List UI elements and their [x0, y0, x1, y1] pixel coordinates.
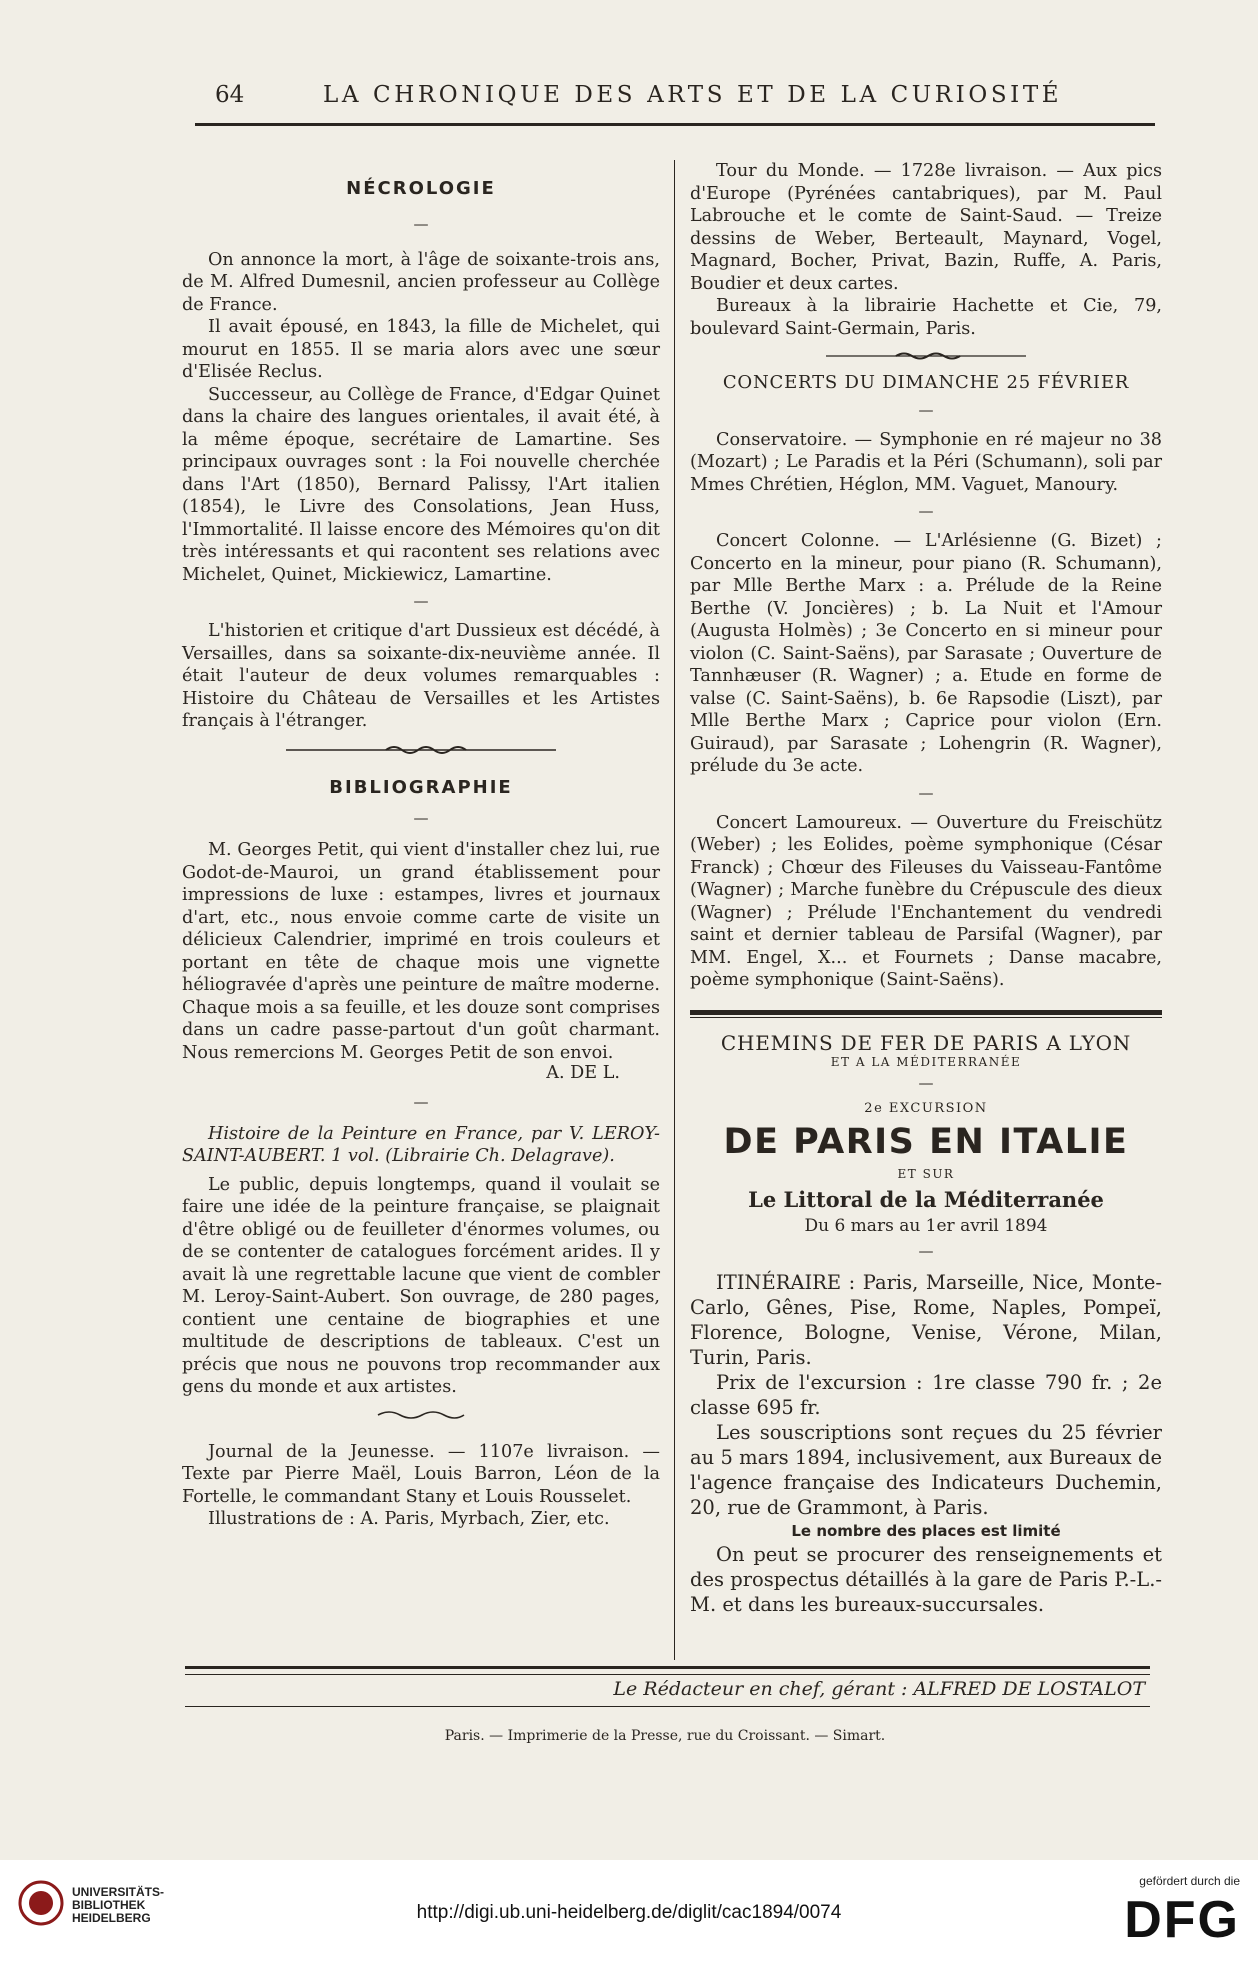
ad-excursion: 2e EXCURSION: [864, 1101, 988, 1116]
ad-info: On peut se procurer des renseignements et des prospectus détaillés à la gare de Paris P.-L.-M. et dans les bureaux-succursales.: [690, 1542, 1162, 1616]
ad-dates: Du 6 mars au 1er avril 1894: [804, 1216, 1048, 1236]
right-column: [690, 160, 1162, 1617]
signature: A. DE L.: [546, 1063, 620, 1083]
separator-dash: —: [918, 1074, 934, 1092]
tour-du-monde-paragraph: Tour du Monde. — 1728e livraison. — Aux pics d'Europe (Pyrénées cantabriques), par M. Paul Labrouche et le comte de Saint-Saud. — Treize dessins de Weber, Berteault, Maynard, Vogel, Magnard, Bocher, Privat, Bazin, Ruffe, A. Paris, Boudier et deux cartes.: [690, 161, 1162, 294]
bottom-rule-thin: [185, 1674, 1150, 1675]
ad-subscriptions: Les souscriptions sont reçues du 25 février au 5 mars 1894, inclusivement, aux Bureaux de l'agence française des Indicateurs Duchemin, 20, rue de Grammont, à Paris.: [690, 1420, 1162, 1519]
funding-note: gefördert durch die: [1139, 1874, 1240, 1888]
concert-conservatoire: Conservatoire. — Symphonie en ré majeur no 38 (Mozart) ; Le Paradis et la Péri (Schumann), soli par Mmes Chrétien, Héglon, MM. Vaguet, Manoury.: [690, 429, 1162, 495]
ad-title: CHEMINS DE FER DE PARIS A LYON: [720, 1030, 1132, 1055]
separator-dash: —: [413, 214, 429, 233]
library-name-line: HEIDELBERG: [72, 1911, 151, 1925]
library-name-line: BIBLIOTHEK: [72, 1898, 146, 1912]
concerts-heading: CONCERTS DU DIMANCHE 25 FÉVRIER: [722, 372, 1130, 393]
ad-limited: Le nombre des places est limité: [791, 1521, 1061, 1540]
left-column: [182, 178, 660, 1531]
separator-dash: —: [918, 400, 934, 419]
ornament-divider: [286, 743, 556, 757]
ad-price: Prix de l'excursion : 1re classe 790 fr. ; 2e classe 695 fr.: [690, 1370, 1162, 1419]
book-review-paragraph: Le public, depuis longtemps, quand il voulait se faire une idée de la peinture française, se plaignait d'être obligé ou de feuilleter d'énormes volumes, ou de se contenter de catalogues forcément arides. Il y avait là une regrettable lacune que vient de combler M. Leroy-Saint-Aubert. Son ouvrage, de 280 pages, contient une centaine de biographies et une multitude de descriptions de tableaux. C'est un précis que nous ne pouvons trop recommander aux gens du monde et aux artistes.: [182, 1174, 660, 1397]
journal-paragraph: Illustrations de : A. Paris, Myrbach, Zier, etc.: [208, 1509, 610, 1529]
journal-paragraph: Journal de la Jeunesse. — 1107e livraison. — Texte par Pierre Maël, Louis Barron, Léon de la Fortelle, le commandant Stany et Louis Rousselet.: [182, 1441, 660, 1507]
dfg-logo: DFG: [1124, 1891, 1240, 1949]
separator-dash: —: [413, 1092, 429, 1111]
redacteur-rule: [185, 1706, 1150, 1707]
necrologie-paragraph: On annonce la mort, à l'âge de soixante-trois ans, de M. Alfred Dumesnil, ancien professeur au Collège de France.: [182, 249, 660, 315]
separator-dash: —: [918, 502, 934, 520]
ad-subtitle: ET A LA MÉDITERRANÉE: [830, 1055, 1022, 1069]
page-number: 64: [215, 82, 245, 108]
necrologie-heading: NÉCROLOGIE: [346, 178, 496, 199]
running-title: LA CHRONIQUE DES ARTS ET DE LA CURIOSITÉ: [323, 82, 1063, 108]
bottom-rule-thick: [185, 1666, 1150, 1669]
imprint-line: Paris. — Imprimerie de la Presse, rue du Croissant. — Simart.: [444, 1728, 886, 1744]
header-rule: [195, 123, 1155, 126]
tour-du-monde-paragraph: Bureaux à la librairie Hachette et Cie, 79, boulevard Saint-Germain, Paris.: [690, 296, 1162, 339]
necrologie-paragraph: Il avait épousé, en 1843, la fille de Michelet, qui mourut en 1855. Il se maria alors avec une sœur d'Elisée Reclus.: [182, 317, 660, 382]
ornament-divider: [826, 350, 1026, 362]
running-header: [205, 82, 1155, 114]
thin-rule: [690, 1017, 1162, 1018]
separator-dash: —: [413, 592, 429, 610]
ad-littoral: Le Littoral de la Méditerranée: [748, 1187, 1104, 1212]
concert-lamoureux: Concert Lamoureux. — Ouverture du Freischütz (Weber) ; les Eolides, poème symphonique (César Franck) ; Chœur des Fileuses du Vaisseau-Fantôme (Wagner) ; Marche funèbre du Crépuscule des dieux (Wagner) ; Prélude l'Enchantement du vendredi saint et dernier tableau de Parsifal (Wagner), par MM. Engel, X... et Fournets ; Danse macabre, poème symphonique (Saint-Saëns).: [690, 812, 1162, 990]
separator-dash: —: [918, 1241, 934, 1260]
column-divider: [674, 160, 675, 1660]
library-name-line: UNIVERSITÄTS-: [72, 1885, 165, 1899]
redacteur-line: Le Rédacteur en chef, gérant : ALFRED DE LOSTALOT: [613, 1678, 1145, 1700]
thick-rule: [690, 1010, 1162, 1015]
concert-colonne: Concert Colonne. — L'Arlésienne (G. Bizet) ; Concerto en la mineur, pour piano (R. Schumann), par Mlle Berthe Marx : a. Prélude de la Reine Berthe (V. Joncières) ; b. La Nuit et l'Amour (Augusta Holmès) ; 3e Concerto en si mineur pour violon (C. Saint-Saëns), par Sarasate ; Ouverture de Tannhæuser (R. Wagner) ; a. Etude en forme de valse (C. Saint-Saëns), b. 6e Rapsodie (Liszt), par Mlle Berthe Marx ; Caprice pour violon (Ern. Guiraud), par Sarasate ; Lohengrin (R. Wagner), prélude du 3e acte.: [690, 531, 1162, 776]
separator-dash: —: [413, 809, 429, 827]
book-title: Histoire de la Peinture en France, par V. LEROY-SAINT-AUBERT. 1 vol. (Librairie Ch. Delagrave).: [182, 1123, 660, 1166]
ad-et-sur: ET SUR: [897, 1166, 955, 1181]
bibliographie-paragraph: M. Georges Petit, qui vient d'installer chez lui, rue Godot-de-Mauroi, un grand établissement pour impressions de luxe : estampes, livres et journaux d'art, etc., nous envoie comme carte de visite un délicieux Calendrier, imprimé en trois couleurs et portant en tête de chaque mois une vignette héliogravée d'après une peinture de maître moderne. Chaque mois a sa feuille, et les douze sont comprises dans un cadre passe-partout d'un goût charmant. Nous remercions M. Georges Petit de son envoi.: [182, 840, 660, 1063]
separator-dash: —: [918, 783, 934, 802]
ad-itinerary: ITINÉRAIRE : Paris, Marseille, Nice, Monte-Carlo, Gênes, Pise, Rome, Naples, Pompeï, Florence, Bologne, Venise, Vérone, Milan, Turin, Paris.: [690, 1270, 1162, 1369]
source-url-link[interactable]: http://digi.ub.uni-heidelberg.de/diglit/cac1894/0074: [416, 1902, 842, 1923]
bibliographie-heading: BIBLIOGRAPHIE: [329, 776, 513, 798]
necrologie-paragraph: Successeur, au Collège de France, d'Edgar Quinet dans la chaire des langues orientales, il avait été, à la même époque, secrétaire de Lamartine. Ses principaux ouvrages sont : la Foi nouvelle cherchée dans l'Art (1850), Bernard Palissy, l'Art italien (1854), le Livre des Consolations, Jean Huss, l'Immortalité. Il laisse encore des Mémoires qu'on dit très intéressants et qui racontent ses relations avec Michelet, Quinet, Mickiewicz, Lamartine.: [182, 384, 660, 585]
ad-headline: DE PARIS EN ITALIE: [723, 1121, 1129, 1162]
necrologie-paragraph: L'historien et critique d'art Dussieux est décédé, à Versailles, dans sa soixante-dix-neuvième année. Il était l'auteur de deux volumes remarquables : Histoire du Château de Versailles et les Artistes français à l'étranger.: [182, 621, 660, 731]
small-ornament: [376, 1409, 466, 1421]
